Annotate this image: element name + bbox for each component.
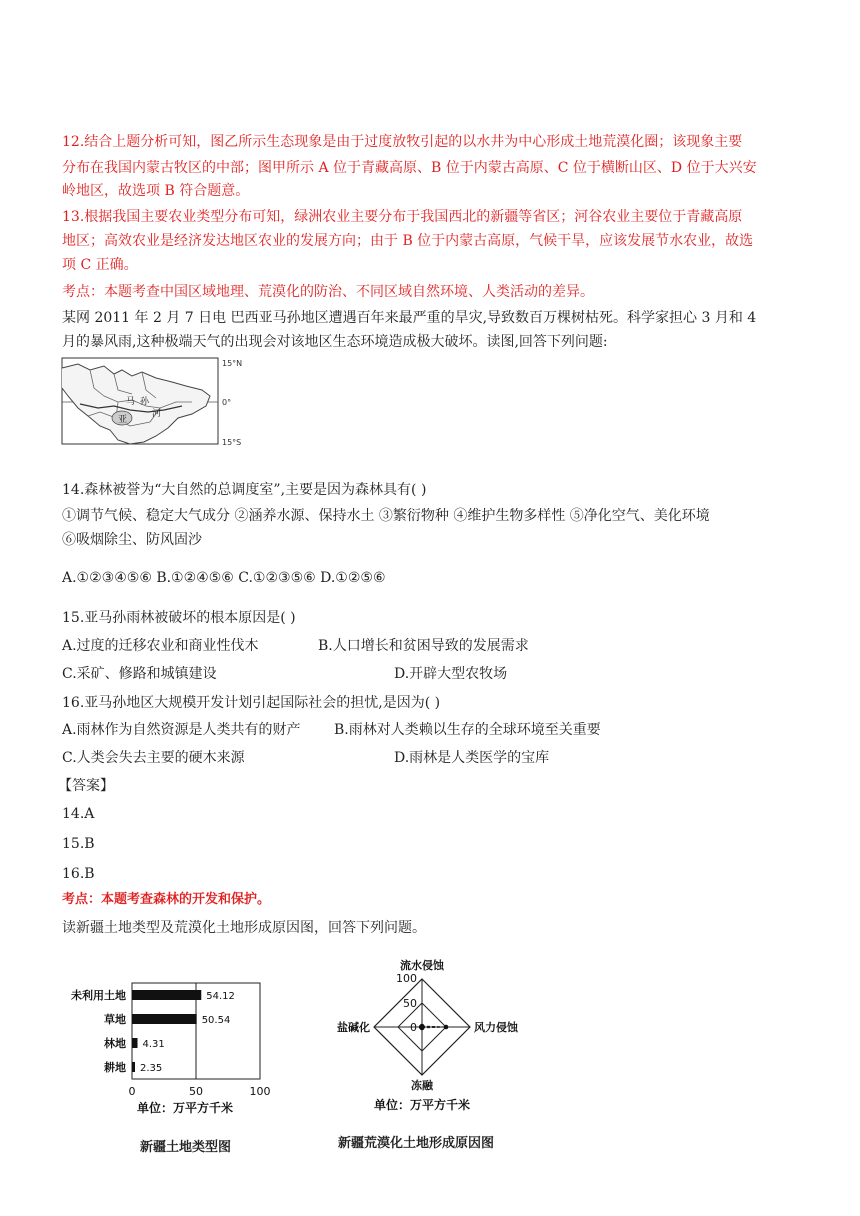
q14-options-1: ①调节气候、稳定大气成分 ②涵养水源、保持水土 ③繁衍物种 ④维护生物多样性 ⑤净化空气、美化环境 bbox=[62, 508, 710, 524]
q15-stem: 15.亚马孙雨林被破坏的根本原因是( ) bbox=[62, 610, 296, 626]
radar-tick-label: 0 bbox=[410, 1021, 417, 1034]
bar bbox=[132, 1062, 135, 1072]
bar-tick-label: 100 bbox=[249, 1085, 271, 1098]
answer-header: 【答案】 bbox=[58, 778, 114, 794]
q12-line-1: 12.结合上题分析可知，图乙所示生态现象是由于过度放牧引起的以水井为中心形成土地荒漠化圈；该现象主要 bbox=[62, 134, 743, 150]
kaodian-1: 考点：本题考查中国区域地理、荒漠化的防治、不同区域自然环境、人类活动的差异。 bbox=[62, 284, 594, 300]
map-label-sun: 孙 bbox=[140, 397, 150, 407]
radar-axis-label: 风力侵蚀 bbox=[474, 1021, 518, 1034]
bar-value-label: 50.54 bbox=[201, 1015, 231, 1026]
answer-15: 15.B bbox=[62, 836, 95, 852]
q13-line-3: 项 C 正确。 bbox=[62, 257, 138, 273]
q14-options-2: ⑥吸烟除尘、防风固沙 bbox=[62, 532, 202, 548]
lat-15s-label: 15°S bbox=[222, 438, 242, 447]
bar-tick-label: 50 bbox=[189, 1085, 203, 1098]
q15-option-c: C.采矿、修路和城镇建设 bbox=[62, 666, 217, 682]
radar-point bbox=[419, 1025, 424, 1030]
radar-tick-label: 100 bbox=[396, 972, 417, 985]
q15-option-d: D.开辟大型农牧场 bbox=[394, 666, 508, 682]
radar-chart-title: 新疆荒漠化土地形成原因图 bbox=[338, 1136, 495, 1151]
map-label-he: 河 bbox=[152, 409, 162, 419]
q14-choices: A.①②③④⑤⑥ B.①②④⑤⑥ C.①②③⑤⑥ D.①②⑤⑥ bbox=[62, 570, 386, 586]
bar-value-label: 4.31 bbox=[142, 1039, 165, 1050]
q16-option-b: B.雨林对人类赖以生存的全球环境至关重要 bbox=[334, 722, 601, 738]
intro-line-2: 月的暴风雨,这种极端天气的出现会对该地区生态环境造成极大破坏。读图,回答下列问题: bbox=[62, 334, 608, 350]
q12-line-3: 岭地区，故选项 B 符合题意。 bbox=[62, 183, 250, 199]
q13-line-2: 地区；高效农业是经济发达地区农业的发展方向；由于 B 位于内蒙古高原，气候干旱，应该发展节水农业，故选 bbox=[62, 233, 754, 249]
bar-tick-label: 0 bbox=[128, 1085, 136, 1098]
bar-category-label: 草地 bbox=[104, 1013, 126, 1026]
q13-line-1: 13.根据我国主要农业类型分布可知，绿洲农业主要分布于我国西北的新疆等省区；河谷农业主要位于青藏高原 bbox=[62, 209, 743, 225]
q16-option-d: D.雨林是人类医学的宝库 bbox=[394, 750, 550, 766]
radar-axis-label: 流水侵蚀 bbox=[400, 959, 444, 972]
bar bbox=[132, 1014, 197, 1024]
amazon-map bbox=[60, 356, 243, 448]
radar-unit-label: 单位：万平方千米 bbox=[373, 1098, 471, 1112]
lat-0-label: 0° bbox=[222, 398, 232, 407]
bar-category-label: 林地 bbox=[104, 1037, 126, 1050]
kaodian-2: 考点：本题考查森林的开发和保护。 bbox=[62, 892, 271, 907]
lat-15n-label: 15°N bbox=[222, 359, 243, 368]
answer-14: 14.A bbox=[62, 806, 95, 822]
radar-axis-label: 冻融 bbox=[411, 1079, 433, 1092]
bar bbox=[132, 990, 201, 1000]
radar-axis-label: 盐碱化 bbox=[337, 1021, 370, 1034]
bar-unit-label: 单位：万平方千米 bbox=[136, 1101, 234, 1115]
map-label-ma: 马 bbox=[126, 397, 136, 407]
bar-category-label: 耕地 bbox=[104, 1061, 126, 1074]
q16-option-a: A.雨林作为自然资源是人类共有的财产 bbox=[62, 722, 301, 738]
bar-chart-title: 新疆土地类型图 bbox=[140, 1140, 232, 1155]
desertification-cause-chart bbox=[320, 952, 550, 1117]
radar-point bbox=[444, 1025, 449, 1030]
q12-line-2: 分布在我国内蒙古牧区的中部；图甲所示 A 位于青藏高原、B 位于内蒙古高原、C 位于横断山区、D 位于大兴安 bbox=[62, 160, 757, 176]
bar-category-label: 未利用土地 bbox=[71, 989, 126, 1002]
q15-option-a: A.过度的迁移农业和商业性伐木 bbox=[62, 638, 259, 654]
q15-option-b: B.人口增长和贫困导致的发展需求 bbox=[318, 638, 529, 654]
q14-stem: 14.森林被誉为“大自然的总调度室”,主要是因为森林具有( ) bbox=[62, 482, 427, 498]
intro-line-1: 某网 2011 年 2 月 7 日电 巴西亚马孙地区遭遇百年来最严重的旱灾,导致数百万棵树枯死。科学家担心 3 月和 4 bbox=[62, 310, 757, 326]
bar-value-label: 2.35 bbox=[140, 1063, 163, 1074]
q16-stem: 16.亚马孙地区大规模开发计划引起国际社会的担忧,是因为( ) bbox=[62, 695, 441, 711]
answer-16: 16.B bbox=[62, 866, 95, 882]
bar bbox=[132, 1038, 138, 1048]
map-label-ya: 亚 bbox=[118, 415, 128, 425]
bar-value-label: 54.12 bbox=[206, 991, 235, 1002]
q16-option-c: C.人类会失去主要的硬木来源 bbox=[62, 750, 245, 766]
intro-2: 读新疆土地类型及荒漠化土地形成原因图，回答下列问题。 bbox=[62, 920, 426, 936]
radar-tick-label: 50 bbox=[403, 997, 417, 1010]
xinjiang-land-type-chart bbox=[60, 975, 310, 1115]
